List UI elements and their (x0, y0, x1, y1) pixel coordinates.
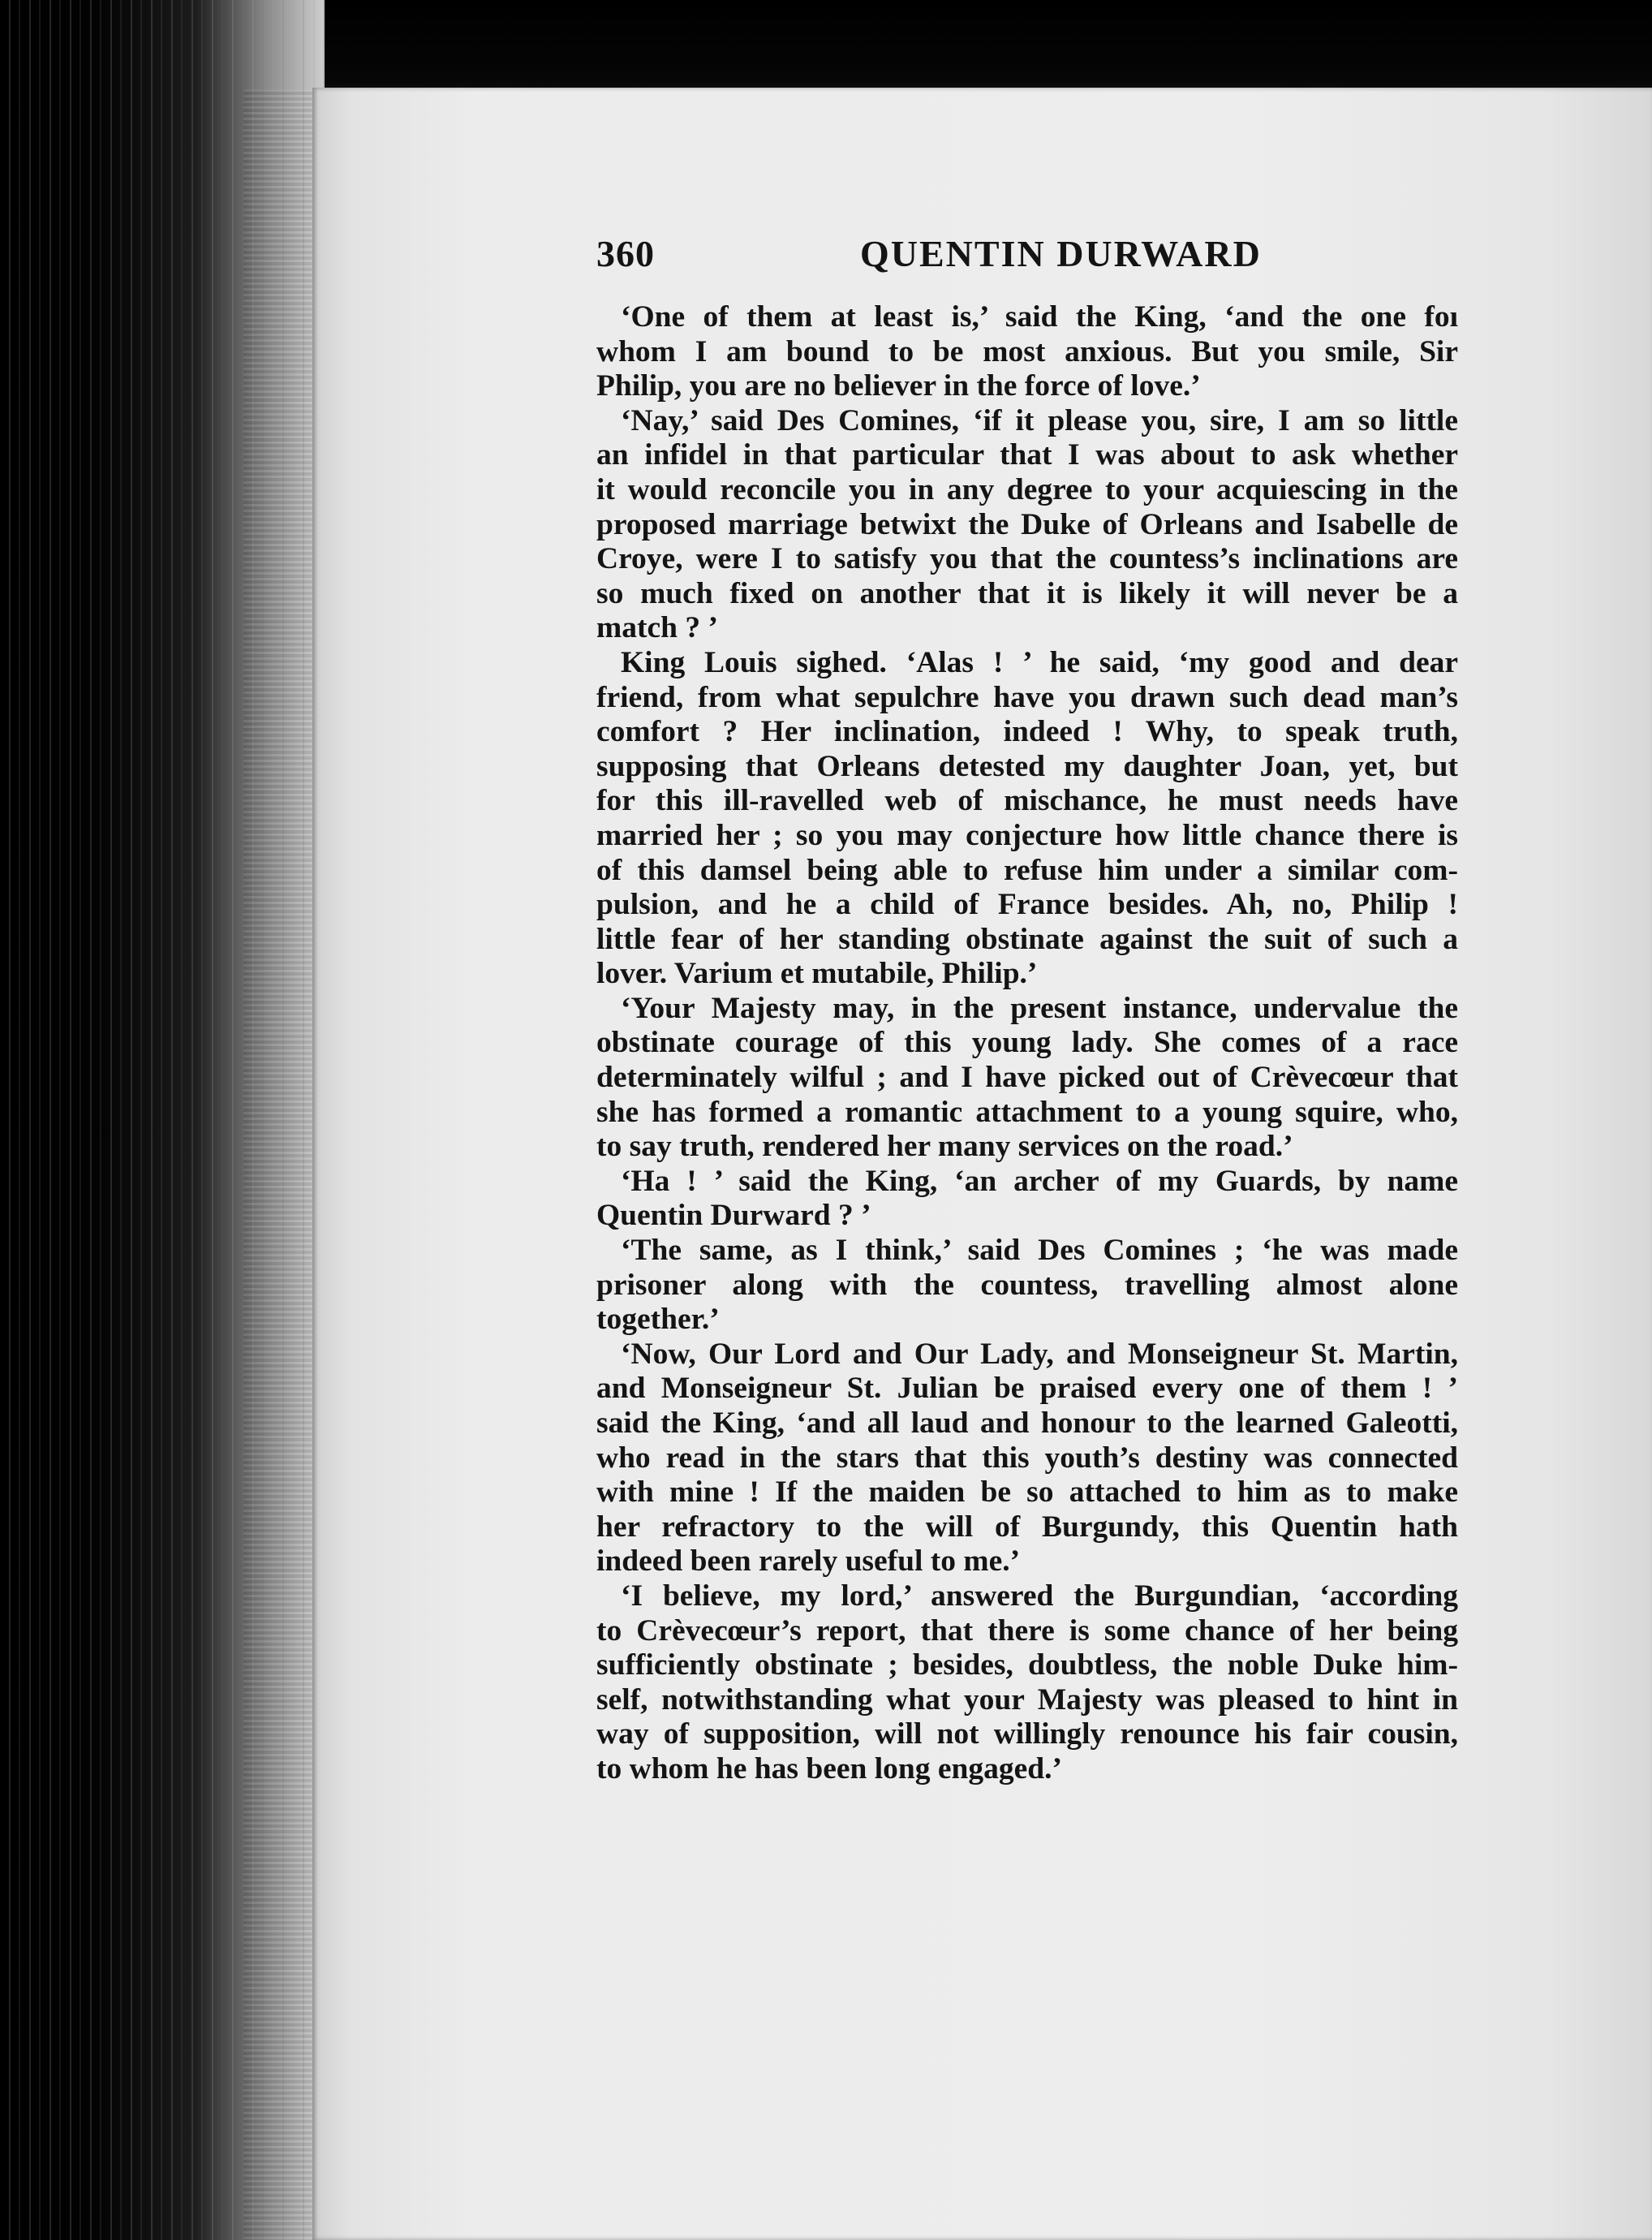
text-line: whom I am bound to be most anxious. But you smile, Sir (596, 334, 1458, 368)
text-line: little fear of her standing obstinate against the suit of such a (596, 922, 1458, 956)
text-line: ‘The same, as I think,’ said Des Comines ; ‘he was made (621, 1234, 1458, 1268)
text-line: her refractory to the will of Burgundy, this Quentin hath (596, 1510, 1458, 1544)
text-line: Croye, were I to satisfy you that the countess’s inclinations are (596, 542, 1458, 576)
text-line: indeed been rarely useful to me.’ (596, 1544, 1021, 1579)
text-line: and Monseigneur St. Julian be praised every one of them ! ’ (596, 1372, 1458, 1406)
text-line: obstinate courage of this young lady. She comes of a race (596, 1026, 1458, 1060)
text-line: proposed marriage betwixt the Duke of Orleans and Isabelle de (596, 507, 1458, 541)
body-text (596, 300, 1458, 1787)
text-line: Philip, you are no believer in the force of love.’ (596, 369, 1201, 403)
text-line: lover. Varium et mutabile, Philip.’ (596, 957, 1038, 991)
text-line: friend, from what sepulchre have you drawn such dead man’s (596, 680, 1458, 714)
text-line: married her ; so you may conjecture how little chance there is (596, 818, 1458, 852)
page-header (596, 232, 1458, 289)
text-line: self, notwithstanding what your Majesty was pleased to hint in (596, 1682, 1458, 1717)
text-line: supposing that Orleans detested my daughter Joan, yet, but (596, 749, 1458, 783)
book-page-edges (0, 0, 325, 2240)
text-line: King Louis sighed. ‘Alas ! ’ he said, ‘my good and dear (621, 645, 1458, 679)
text-line: to Crèvecœur’s report, that there is some chance of her being (596, 1613, 1458, 1648)
text-line: ‘Your Majesty may, in the present instance, undervalue the (621, 991, 1458, 1025)
text-line: Quentin Durward ? ’ (596, 1199, 871, 1233)
text-line: said the King, ‘and all laud and honour to the learned Galeotti, (596, 1406, 1458, 1440)
text-line: to whom he has been long engaged.’ (596, 1751, 1062, 1786)
page-number: 360 (596, 233, 655, 274)
running-title: QUENTIN DURWARD (860, 233, 1262, 274)
book-page (312, 88, 1652, 2240)
text-line: pulsion, and he a child of France besides. Ah, no, Philip ! (596, 888, 1458, 922)
text-line: ‘One of them at least is,’ said the King, ‘and the one foı (621, 300, 1458, 334)
text-line: it would reconcile you in any degree to your acquiescing in the (596, 472, 1458, 506)
text-line: to say truth, rendered her many services on the road.’ (596, 1130, 1293, 1164)
text-line: ‘Ha ! ’ said the King, ‘an archer of my Guards, by name (621, 1164, 1458, 1198)
text-line: prisoner along with the countess, travelling almost alone (596, 1268, 1458, 1302)
text-line: way of supposition, will not willingly renounce his fair cousin, (596, 1717, 1458, 1751)
text-line: ‘Nay,’ said Des Comines, ‘if it please you, sire, I am so little (621, 403, 1458, 437)
text-line: ‘Now, Our Lord and Our Lady, and Monseigneur St. Martin, (621, 1337, 1458, 1371)
text-line: who read in the stars that this youth’s destiny was connected (596, 1441, 1458, 1475)
text-line: comfort ? Her inclination, indeed ! Why, to speak truth, (596, 715, 1458, 749)
text-line: for this ill-ravelled web of mischance, he must needs have (596, 784, 1458, 818)
text-line: an infidel in that particular that I was about to ask whether (596, 438, 1458, 472)
text-line: match ? ’ (596, 611, 718, 645)
text-line: with mine ! If the maiden be so attached to him as to make (596, 1475, 1458, 1510)
page-text (596, 232, 1458, 1787)
text-line: determinately wilful ; and I have picked out of Crèvecœur that (596, 1061, 1458, 1095)
text-line: ‘I believe, my lord,’ answered the Burgundian, ‘according (621, 1579, 1458, 1613)
text-line: so much fixed on another that it is likely it will never be a (596, 576, 1458, 610)
text-line: she has formed a romantic attachment to a young squire, who, (596, 1095, 1458, 1129)
text-line: together.’ (596, 1303, 720, 1337)
text-line: of this damsel being able to refuse him under a similar com- (596, 853, 1458, 887)
text-line: sufficiently obstinate ; besides, doubtless, the noble Duke him- (596, 1648, 1458, 1682)
